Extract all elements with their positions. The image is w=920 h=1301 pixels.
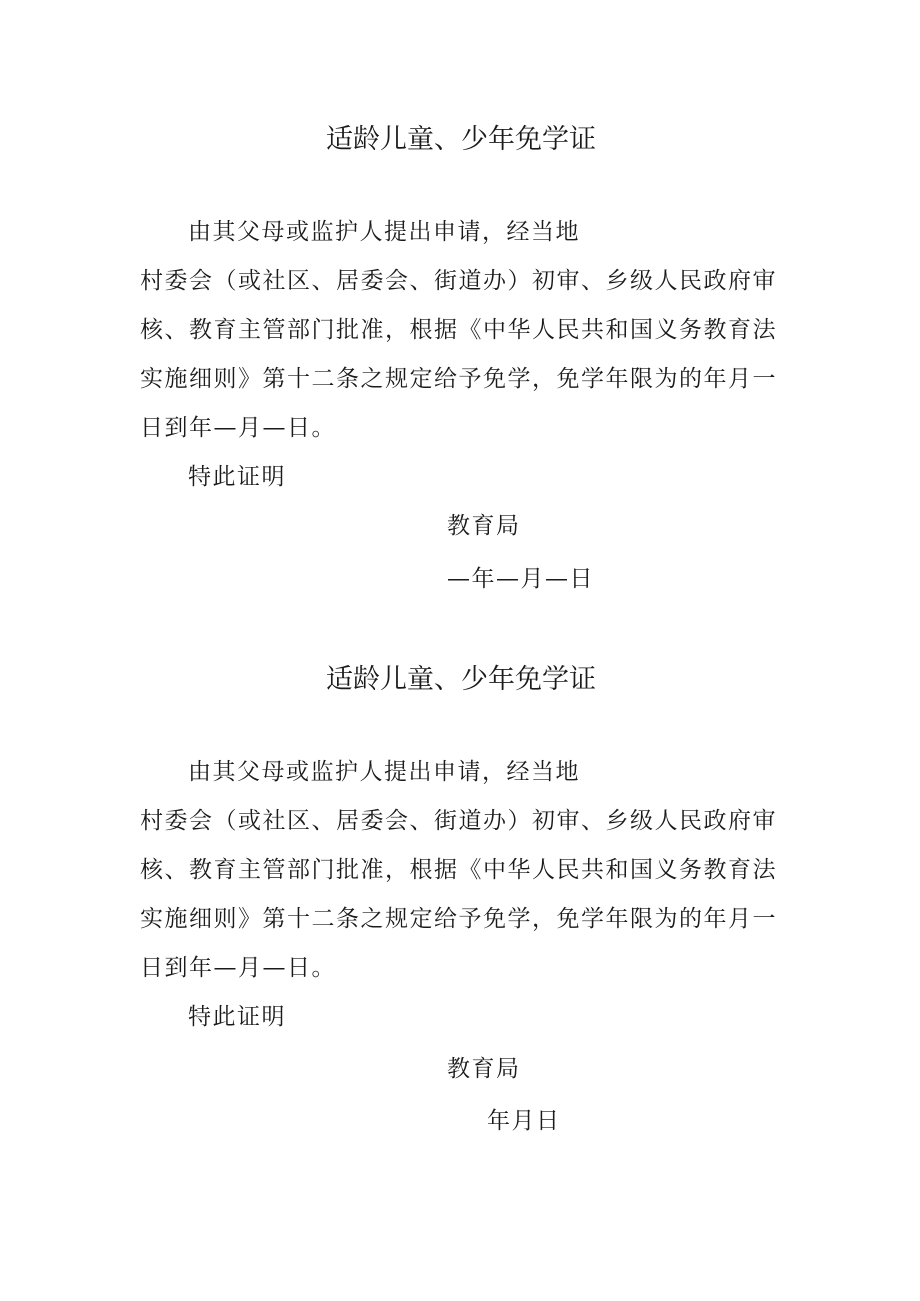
certificate-body	[140, 748, 785, 1042]
certificate-title: 适龄儿童、少年免学证	[326, 664, 596, 695]
certificate-body	[140, 208, 785, 502]
closing-text: 特此证明	[188, 464, 286, 490]
paragraph-line: 核、教育主管部门批准，根据《中华人民共和国义务教育法	[140, 317, 777, 343]
issuer-name: 教育局	[447, 1056, 521, 1082]
paragraph-line: 村委会（或社区、居委会、街道办）初审、乡级人民政府审	[140, 808, 777, 834]
paragraph-line: 日到年—月—日。	[140, 415, 336, 441]
issue-date: —年—月—日	[447, 566, 594, 592]
paragraph-line: 实施细则》第十二条之规定给予免学，免学年限为的年月一	[140, 366, 777, 392]
certificate-2	[0, 660, 920, 1134]
paragraph-line: 日到年—月—日。	[140, 955, 336, 981]
paragraph-line: 由其父母或监护人提出申请，经当地	[188, 759, 580, 785]
paragraph-line: 村委会（或社区、居委会、街道办）初审、乡级人民政府审	[140, 268, 777, 294]
issue-date: 年月日	[487, 1108, 561, 1134]
certificate-1	[0, 120, 920, 592]
certificate-title: 适龄儿童、少年免学证	[326, 124, 596, 155]
paragraph-line: 核、教育主管部门批准，根据《中华人民共和国义务教育法	[140, 857, 777, 883]
issuer-name: 教育局	[447, 513, 521, 539]
paragraph-line: 实施细则》第十二条之规定给予免学，免学年限为的年月一	[140, 906, 777, 932]
paragraph-line: 由其父母或监护人提出申请，经当地	[188, 219, 580, 245]
closing-text: 特此证明	[188, 1004, 286, 1030]
